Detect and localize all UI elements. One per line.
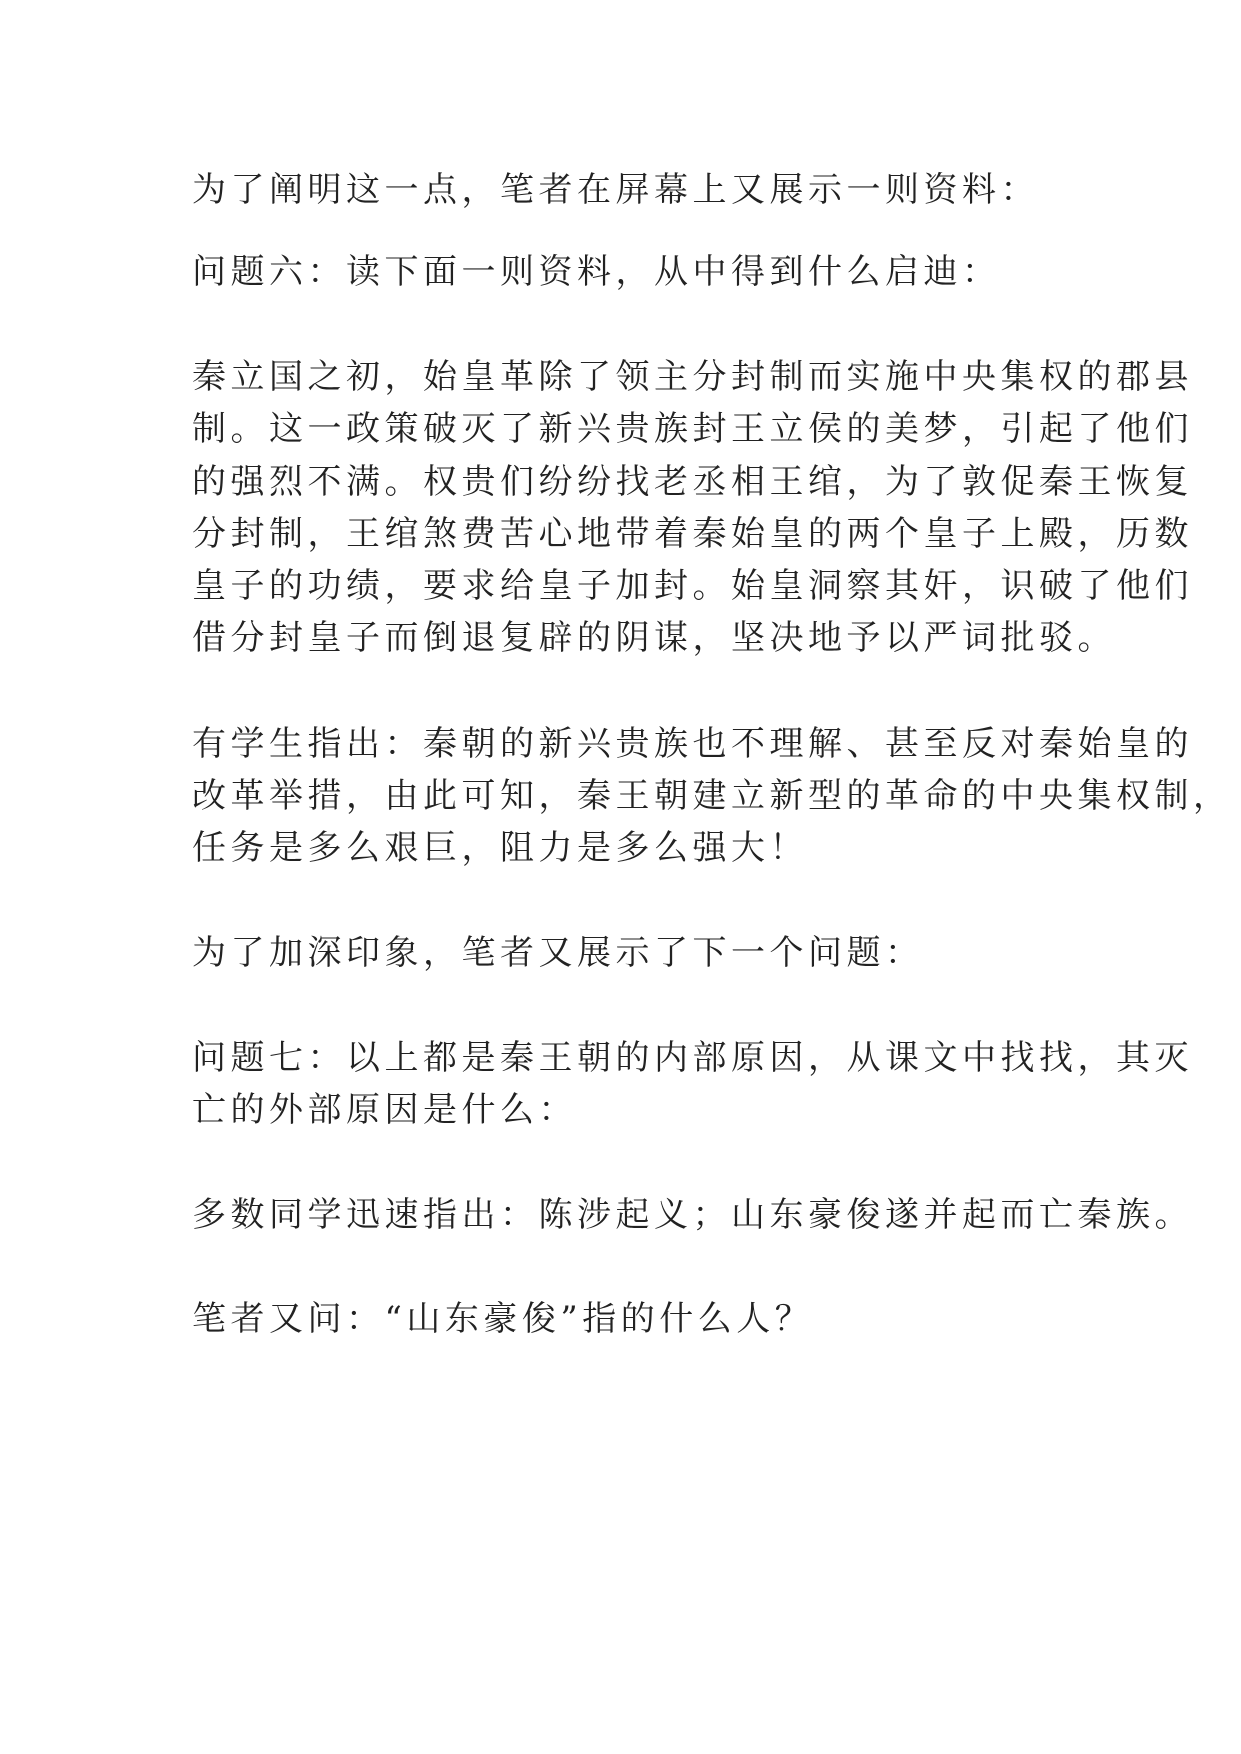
material-line-1: 秦立国之初，始皇革除了领主分封制而实施中央集权的郡县 [192, 357, 1193, 397]
question-seven-line-1: 问题七：以上都是秦王朝的内部原因，从课文中找找，其灭 [192, 1038, 1193, 1078]
material-line-4: 分封制，王绾煞费苦心地带着秦始皇的两个皇子上殿，历数 [192, 514, 1193, 554]
student-remark-line-1: 有学生指出：秦朝的新兴贵族也不理解、甚至反对秦始皇的 [192, 724, 1193, 764]
paragraph-transition: 为了加深印象，笔者又展示了下一个问题： [192, 933, 924, 973]
students-answer: 多数同学迅速指出：陈涉起义；山东豪俊遂并起而亡秦族。 [192, 1195, 1193, 1235]
material-line-6: 借分封皇子而倒退复辟的阴谋，坚决地予以严词批驳。 [192, 618, 1116, 658]
author-question: 笔者又问：“山东豪俊”指的什么人？ [192, 1299, 814, 1339]
student-remark-line-3: 任务是多么艰巨，阻力是多么强大！ [192, 828, 808, 868]
material-line-2: 制。这一政策破灭了新兴贵族封王立侯的美梦，引起了他们 [192, 409, 1193, 449]
question-seven-line-2: 亡的外部原因是什么： [192, 1090, 577, 1130]
student-remark-line-2: 改革举措，由此可知，秦王朝建立新型的革命的中央集权制， [192, 776, 1232, 816]
material-line-3: 的强烈不满。权贵们纷纷找老丞相王绾，为了敦促秦王恢复 [192, 462, 1193, 502]
question-six: 问题六：读下面一则资料，从中得到什么启迪： [192, 252, 1001, 292]
paragraph-intro: 为了阐明这一点，笔者在屏幕上又展示一则资料： [192, 170, 1039, 210]
material-line-5: 皇子的功绩，要求给皇子加封。始皇洞察其奸，识破了他们 [192, 566, 1193, 606]
